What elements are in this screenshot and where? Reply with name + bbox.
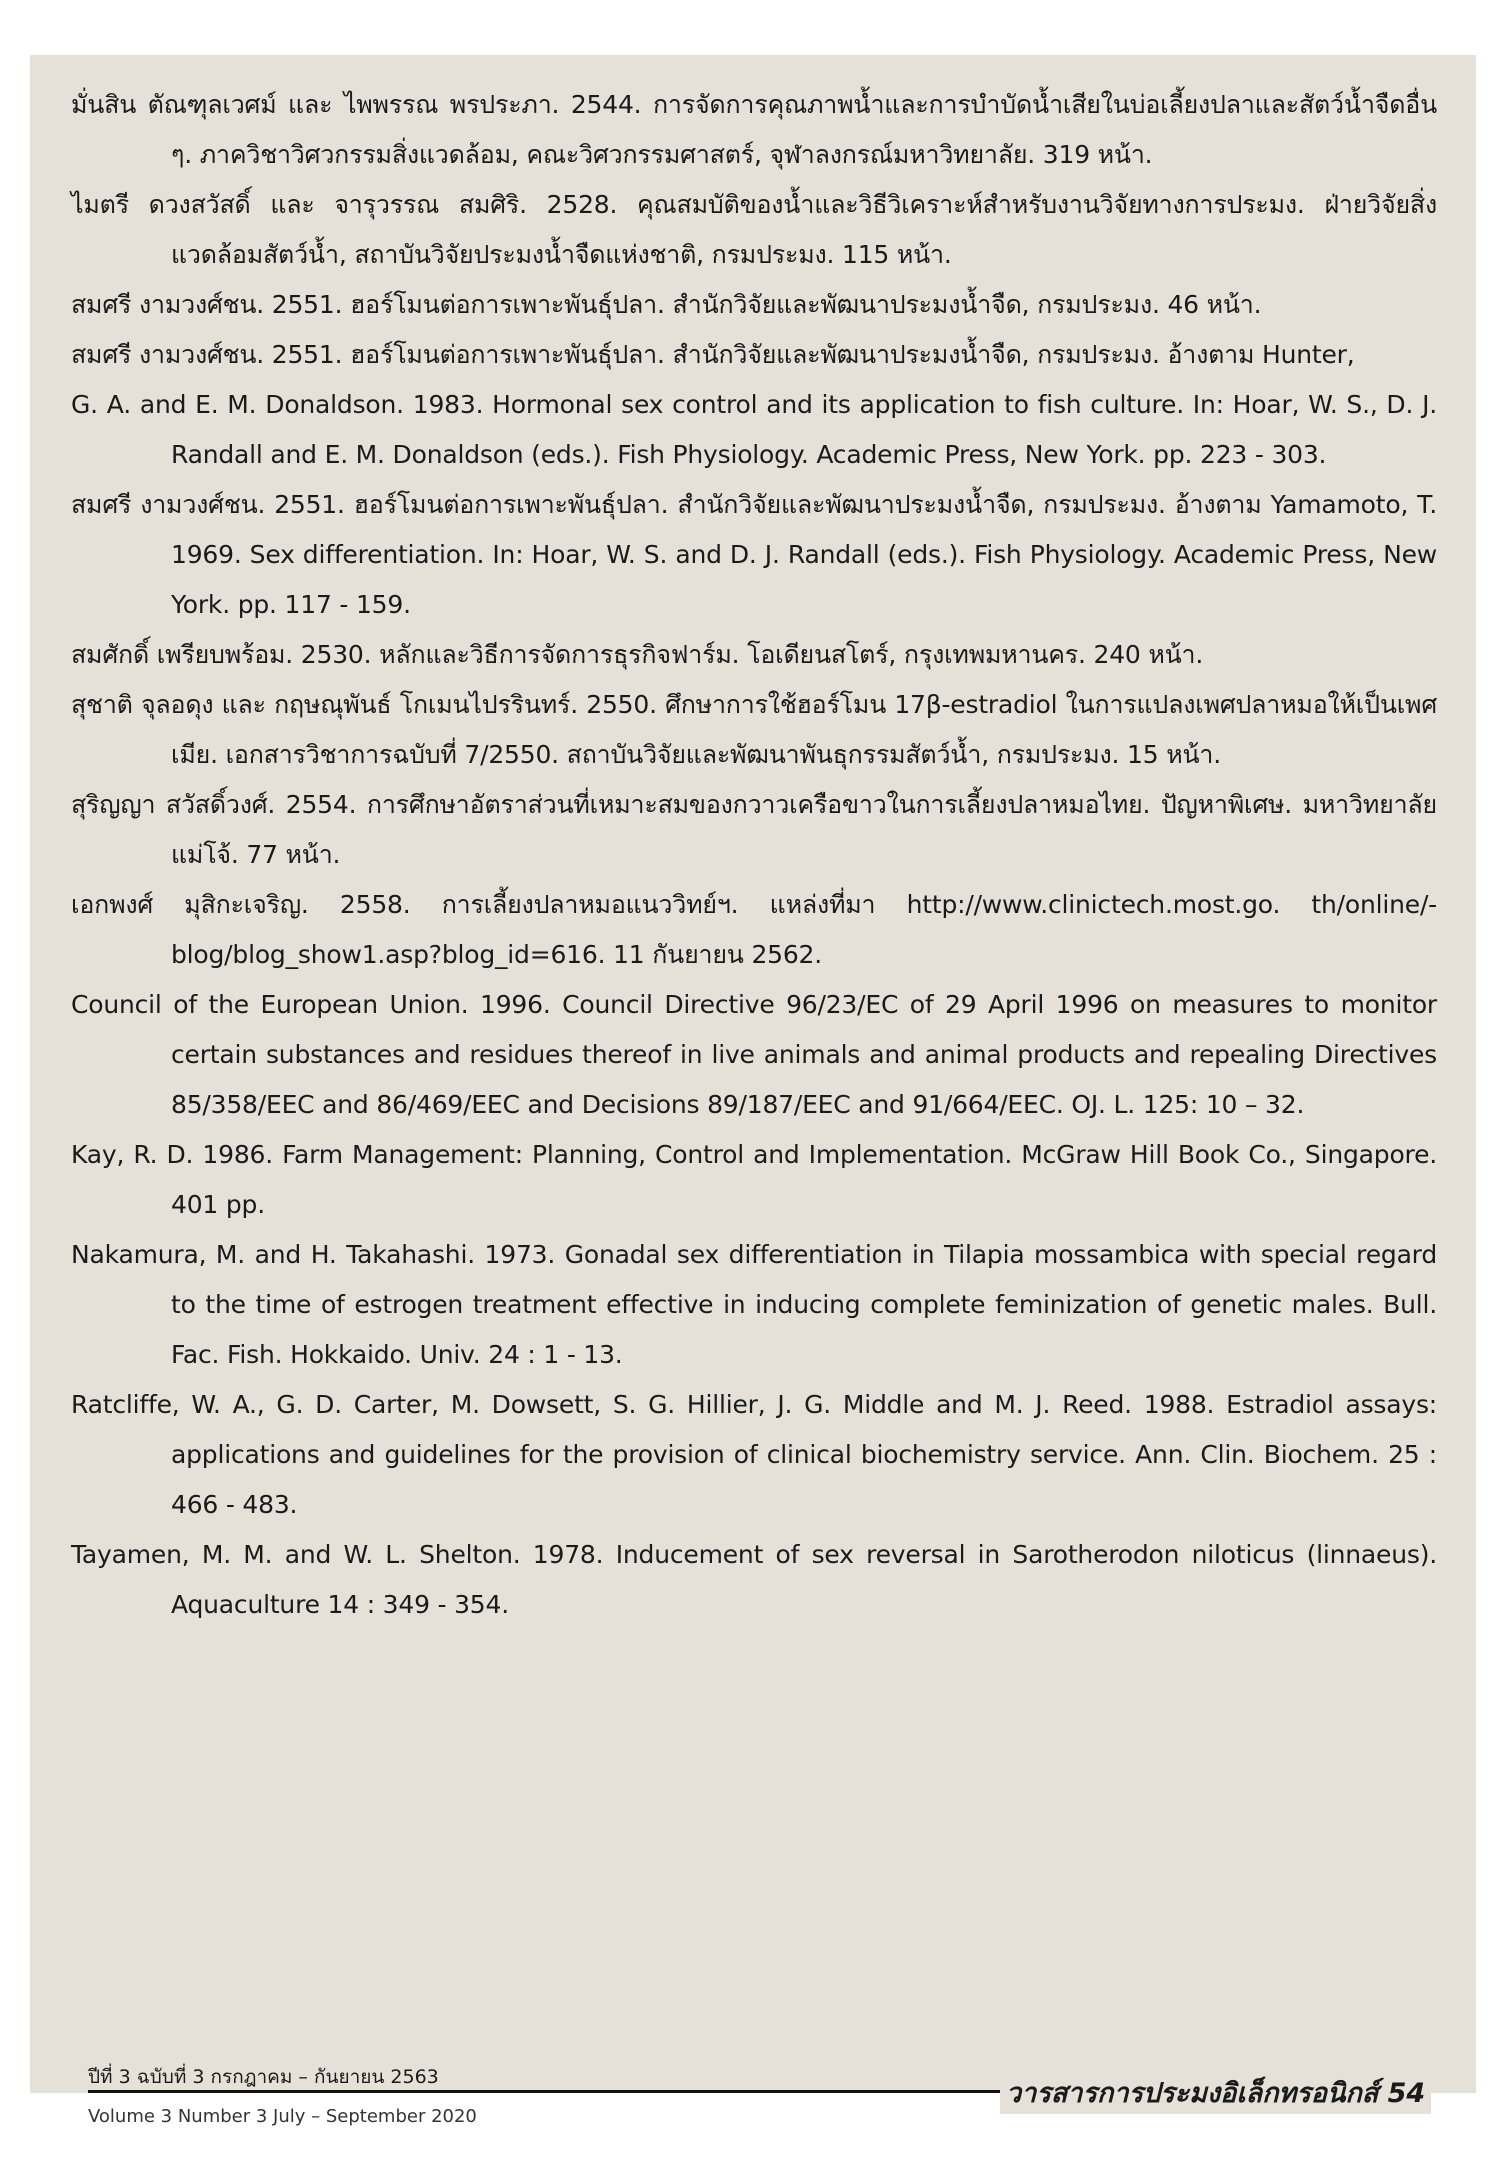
reference-entry: เอกพงศ์ มุสิกะเจริญ. 2558. การเลี้ยงปลาหมอแนววิทย์ฯ. แหล่งที่มา http://www.clinictech.most.go. th/online/-blog/blog_show1.asp?blog_id=616. 11 กันยายน 2562. <box>71 890 1437 969</box>
reference-entry: Nakamura, M. and H. Takahashi. 1973. Gonadal sex differentiation in Tilapia mossambica with special regard to the time of estrogen treatment effective in inducing complete feminization of genetic males. Bull. Fac. Fish. Hokkaido. Univ. 24 : 1 - 13. <box>71 1240 1437 1369</box>
footer-issue-thai: ปีที่ 3 ฉบับที่ 3 กรกฎาคม – กันยายน 2563 <box>88 2066 439 2088</box>
reference-entry: Kay, R. D. 1986. Farm Management: Planning, Control and Implementation. McGraw Hill Book Co., Singapore. 401 pp. <box>71 1140 1437 1219</box>
reference-entry: ไมตรี ดวงสวัสดิ์ และ จารุวรรณ สมศิริ. 2528. คุณสมบัติของน้ำและวิธีวิเคราะห์สำหรับงานวิจัยทางการประมง. ฝ่ายวิจัยสิ่งแวดล้อมสัตว์น้ำ, สถาบันวิจัยประมงน้ำจืดแห่งชาติ, กรมประมง. 115 หน้า. <box>71 190 1437 269</box>
reference-entry: สมศักดิ์ เพรียบพร้อม. 2530. หลักและวิธีการจัดการธุรกิจฟาร์ม. โอเดียนสโตร์, กรุงเทพมหานคร. 240 หน้า. <box>71 640 1204 669</box>
reference-entry: สมศรี งามวงศ์ชน. 2551. ฮอร์โมนต่อการเพาะพันธุ์ปลา. สำนักวิจัยและพัฒนาประมงน้ำจืด, กรมประมง. อ้างตาม Hunter, <box>71 340 1355 369</box>
reference-entry: สุริญญา สวัสดิ์วงศ์. 2554. การศึกษาอัตราส่วนที่เหมาะสมของกวาวเครือขาวในการเลี้ยงปลาหมอไทย. ปัญหาพิเศษ. มหาวิทยาลัยแม่โจ้. 77 หน้า. <box>71 790 1437 869</box>
footer-issue-english: Volume 3 Number 3 July – September 2020 <box>88 2106 477 2127</box>
reference-list <box>71 80 1437 1630</box>
reference-entry: สุชาติ จุลอดุง และ กฤษณุพันธ์ โกเมนไปรรินทร์. 2550. ศึกษาการใช้ฮอร์โมน 17β-estradiol ในการแปลงเพศปลาหมอให้เป็นเพศเมีย. เอกสารวิชาการฉบับที่ 7/2550. สถาบันวิจัยและพัฒนาพันธุกรรมสัตว์น้ำ, กรมประมง. 15 หน้า. <box>71 690 1437 769</box>
reference-entry: Council of the European Union. 1996. Council Directive 96/23/EC of 29 April 1996 on measures to monitor certain substances and residues thereof in live animals and animal products and repealing Directives 85/358/EEC and 86/469/EEC and Decisions 89/187/EEC and 91/664/EEC. OJ. L. 125: 10 – 32. <box>71 990 1437 1119</box>
reference-entry: สมศรี งามวงศ์ชน. 2551. ฮอร์โมนต่อการเพาะพันธุ์ปลา. สำนักวิจัยและพัฒนาประมงน้ำจืด, กรมประมง. อ้างตาม Yamamoto, T. 1969. Sex differentiation. In: Hoar, W. S. and D. J. Randall (eds.). Fish Physiology. Academic Press, New York. pp. 117 - 159. <box>71 490 1437 619</box>
reference-entry: สมศรี งามวงศ์ชน. 2551. ฮอร์โมนต่อการเพาะพันธุ์ปลา. สำนักวิจัยและพัฒนาประมงน้ำจืด, กรมประมง. 46 หน้า. <box>71 290 1262 319</box>
reference-entry: G. A. and E. M. Donaldson. 1983. Hormonal sex control and its application to fish culture. In: Hoar, W. S., D. J. Randall and E. M. Donaldson (eds.). Fish Physiology. Academic Press, New York. pp. 223 - 303. <box>71 390 1437 469</box>
reference-entry: Ratcliffe, W. A., G. D. Carter, M. Dowsett, S. G. Hillier, J. G. Middle and M. J. Reed. 1988. Estradiol assays: applications and guidelines for the provision of clinical biochemistry service. Ann. Clin. Biochem. 25 : 466 - 483. <box>71 1390 1437 1519</box>
footer-journal-page: วารสารการประมงอิเล็กทรอนิกส์ 54 <box>1000 2071 1431 2114</box>
reference-entry: มั่นสิน ตัณฑุลเวศม์ และ ไพพรรณ พรประภา. 2544. การจัดการคุณภาพน้ำและการบำบัดน้ำเสียในบ่อเลี้ยงปลาและสัตว์น้ำจืดอื่น ๆ. ภาควิชาวิศวกรรมสิ่งแวดล้อม, คณะวิศวกรรมศาสตร์, จุฬาลงกรณ์มหาวิทยาลัย. 319 หน้า. <box>71 90 1437 169</box>
reference-entry: Tayamen, M. M. and W. L. Shelton. 1978. Inducement of sex reversal in Sarotherodon niloticus (linnaeus). Aquaculture 14 : 349 - 354. <box>71 1540 1437 1619</box>
